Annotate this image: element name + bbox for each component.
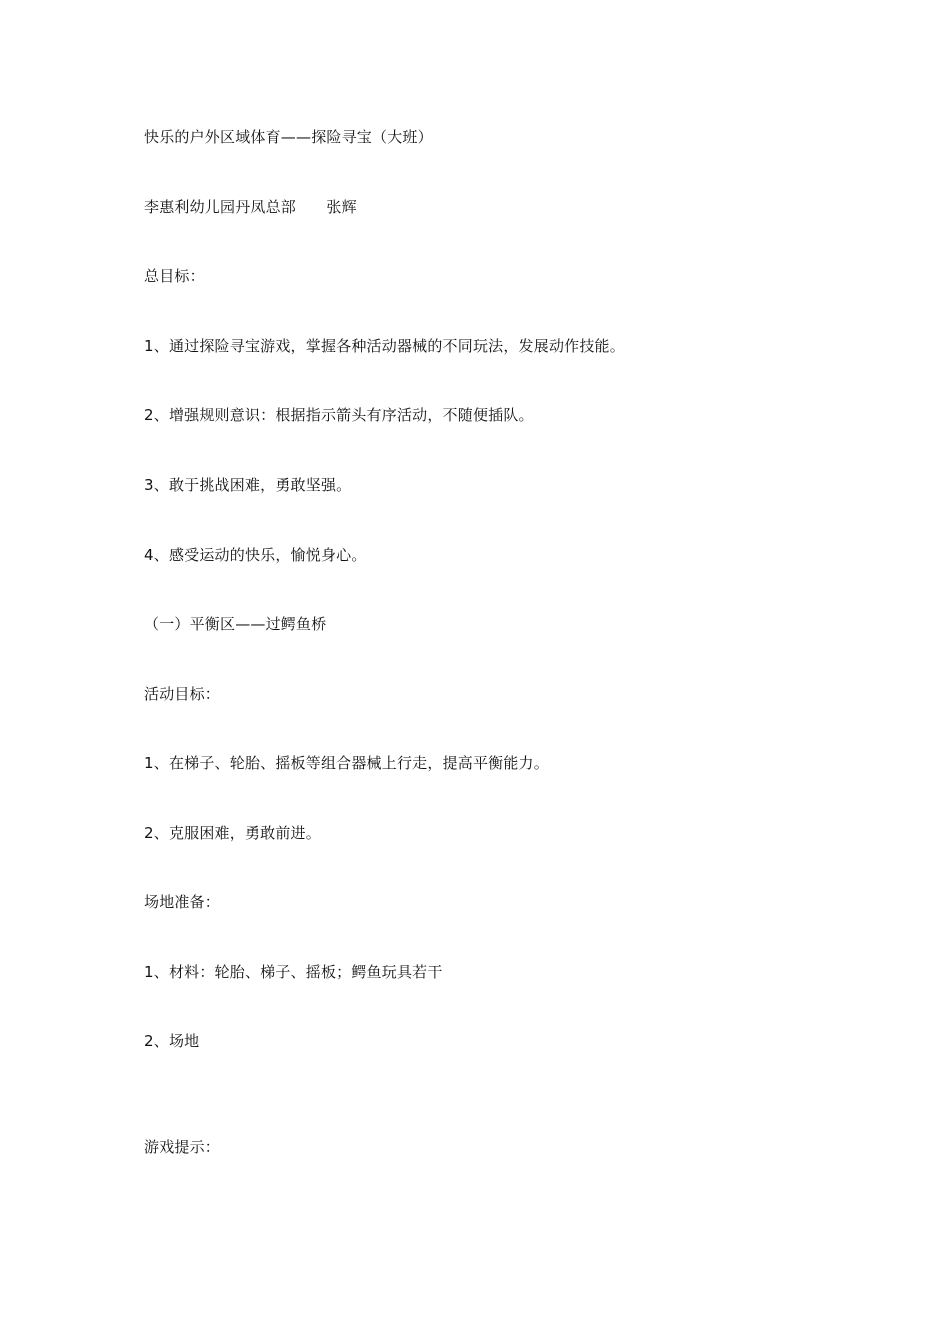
venue-item: 1、材料：轮胎、梯子、摇板；鳄鱼玩具若干 [144, 963, 443, 981]
section-title: （一）平衡区——过鳄鱼桥 [144, 615, 327, 633]
venue-heading: 场地准备： [144, 893, 221, 911]
general-goal-item: 4、感受运动的快乐，愉悦身心。 [144, 546, 367, 564]
general-goal-item: 2、增强规则意识：根据指示箭头有序活动，不随便插队。 [144, 406, 534, 424]
document-title: 快乐的户外区域体育——探险寻宝（大班） [144, 128, 433, 146]
activity-goal-heading: 活动目标： [144, 685, 221, 703]
activity-goal-item: 1、在梯子、轮胎、摇板等组合器械上行走，提高平衡能力。 [144, 754, 549, 772]
game-tips-heading: 游戏提示： [144, 1138, 221, 1156]
general-goal-item: 3、敢于挑战困难，勇敢坚强。 [144, 476, 352, 494]
activity-goal-item: 2、克服困难，勇敢前进。 [144, 824, 321, 842]
general-goal-item: 1、通过探险寻宝游戏，掌握各种活动器械的不同玩法，发展动作技能。 [144, 337, 625, 355]
general-goal-heading: 总目标： [144, 267, 205, 285]
author-line: 李惠利幼儿园丹凤总部 张辉 [144, 198, 357, 216]
venue-item: 2、场地 [144, 1032, 200, 1050]
